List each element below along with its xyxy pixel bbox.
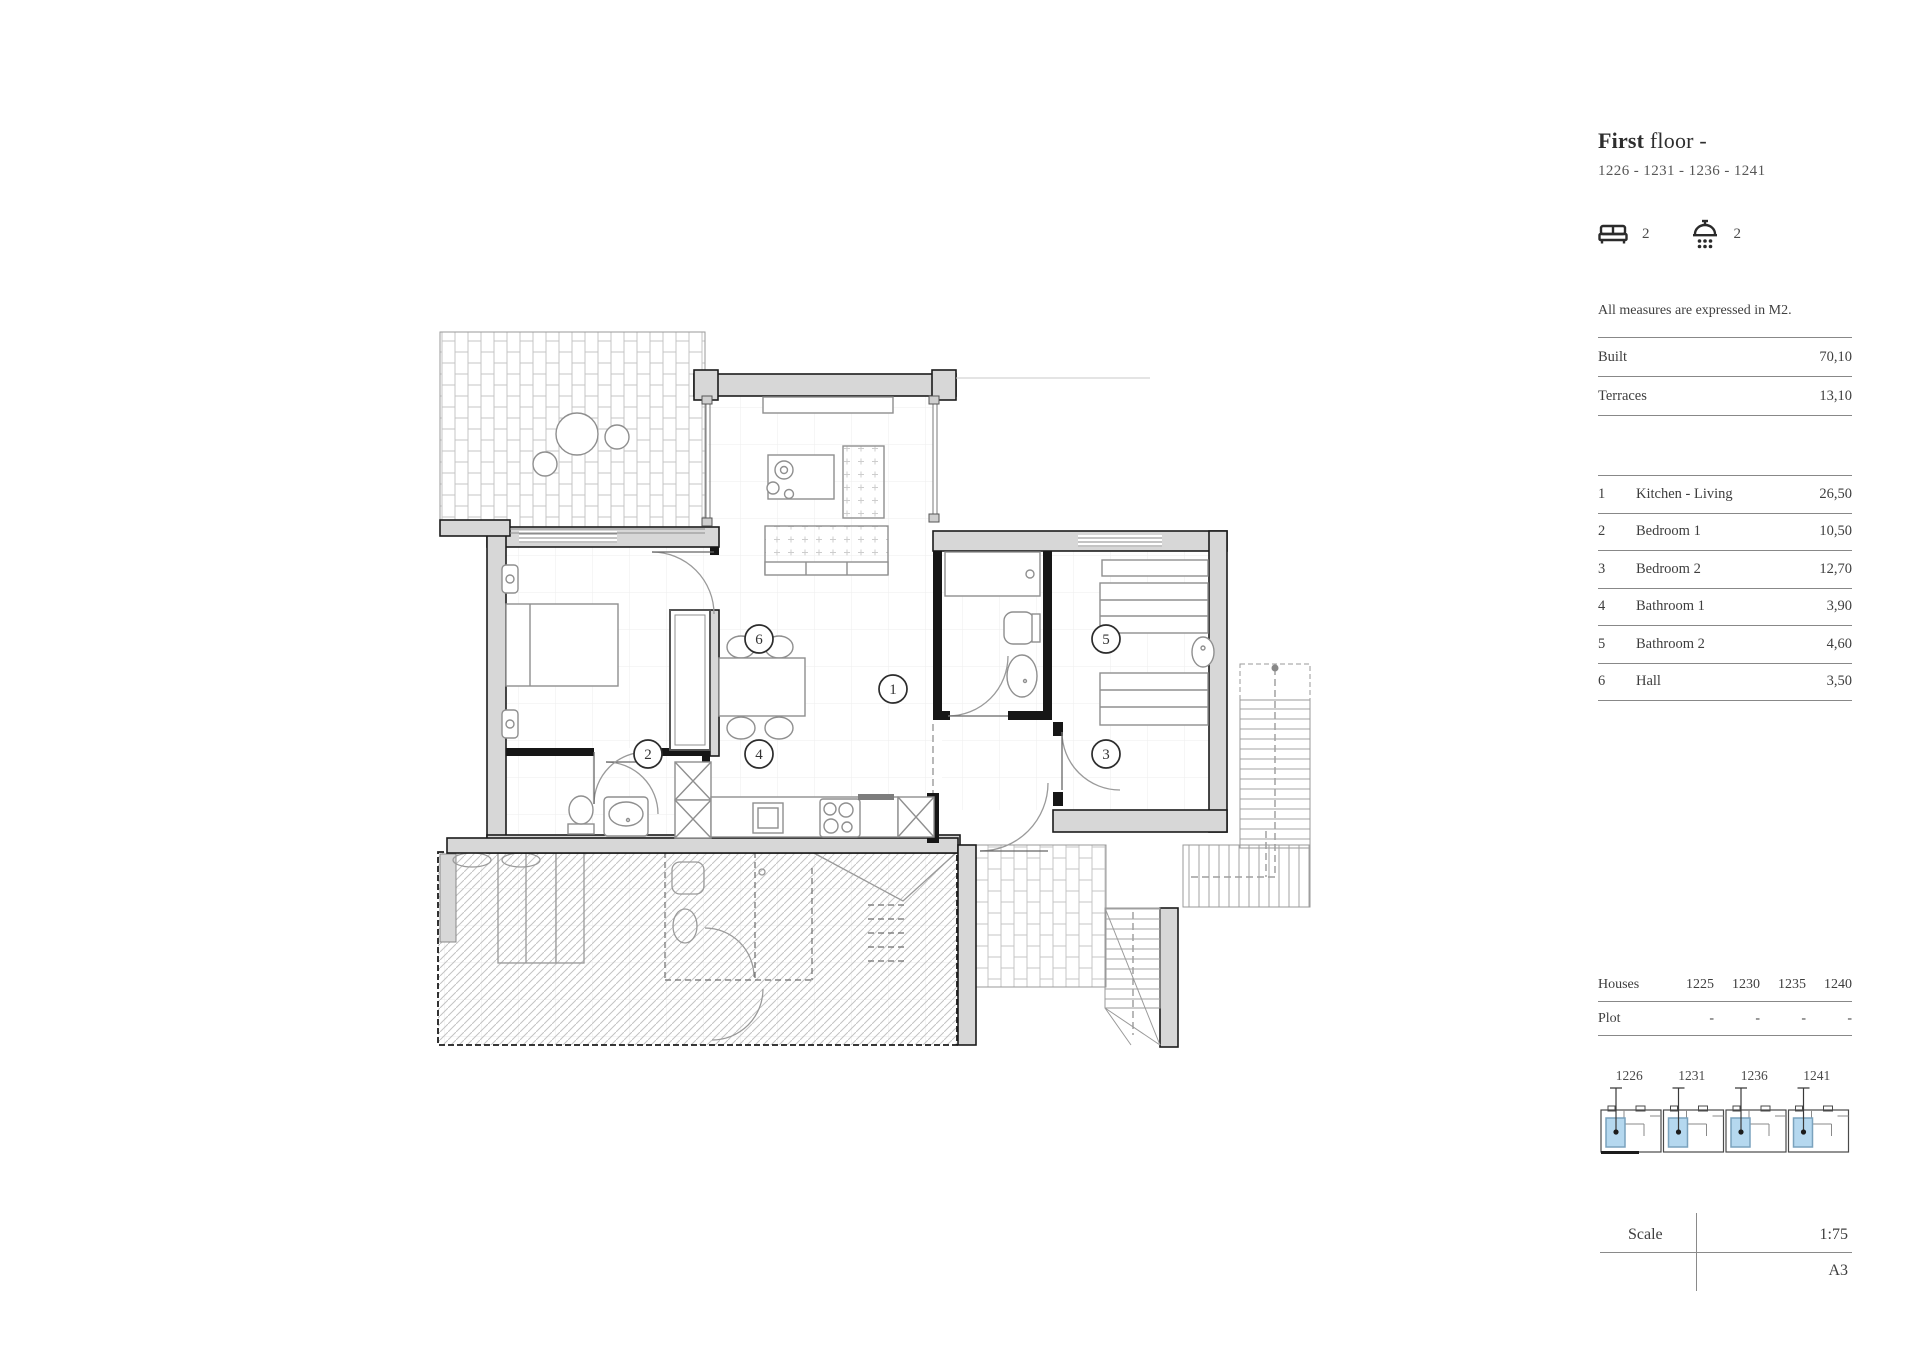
room-name: Bathroom 1 [1636,598,1705,615]
room-number: 3 [1598,560,1606,577]
room-marker-number: 6 [755,632,763,648]
measures-note: All measures are expressed in M2. [1598,303,1792,318]
room-marker [1092,625,1120,653]
room-row [1598,626,1852,664]
room-number: 1 [1598,485,1606,502]
page-title-strong: First [1598,128,1645,153]
keyplan-unit-label: 1231 [1678,1068,1706,1083]
scale-divider-horizontal [1600,1252,1852,1253]
summary-table [1598,337,1852,416]
room-marker [745,625,773,653]
paper-size: A3 [1828,1262,1848,1279]
room-area: 10,50 [1819,523,1852,540]
plot-value: - [1755,1010,1760,1026]
room-number: 4 [1598,598,1606,615]
room-row [1598,514,1852,552]
summary-value: 13,10 [1819,387,1852,404]
shower-icon [1690,218,1720,250]
keyplan-unit-labels [1598,1068,1852,1084]
plot-label: Plot [1598,1010,1621,1026]
room-row [1598,551,1852,589]
room-row [1598,589,1852,627]
summary-value: 70,10 [1819,348,1852,365]
houses-value: 1235 [1778,976,1806,992]
keyplan-diagram [1596,1086,1860,1178]
room-marker-number: 2 [644,747,652,763]
houses-value: 1230 [1732,976,1760,992]
summary-row [1598,377,1852,416]
room-marker-number: 5 [1102,632,1110,648]
page-title-light: floor - [1649,128,1707,153]
scale-value: 1:75 [1819,1226,1848,1243]
room-name: Kitchen - Living [1636,485,1733,502]
keyplan-unit-label: 1236 [1740,1068,1768,1083]
plot-value: - [1801,1010,1806,1026]
room-marker [879,675,907,703]
room-name: Bedroom 1 [1636,523,1701,540]
bathrooms-count: 2 [1733,225,1741,242]
room-marker [1092,740,1120,768]
room-area: 4,60 [1826,635,1852,652]
plot-value: - [1847,1010,1852,1026]
room-area: 3,50 [1826,673,1852,690]
room-marker [745,740,773,768]
houses-row [1598,968,1852,1002]
room-area: 3,90 [1826,598,1852,615]
room-number: 6 [1598,673,1606,690]
rooms-table [1598,475,1852,701]
lower-floor-hatch [438,852,957,1045]
keyplan-entry-bar [1601,1151,1639,1154]
bed-icon [1598,222,1628,246]
bedrooms-count: 2 [1642,225,1650,242]
room-name: Hall [1636,673,1661,690]
room-marker-number: 4 [755,747,763,763]
houses-value: 1225 [1686,976,1714,992]
feature-counts [1598,218,1852,250]
room-row [1598,476,1852,514]
houses-label: Houses [1598,976,1640,992]
room-number: 2 [1598,523,1606,540]
plot-value: - [1709,1010,1714,1026]
keyplan-unit-label: 1241 [1803,1068,1831,1083]
room-row [1598,664,1852,702]
room-marker [634,740,662,768]
summary-row [1598,338,1852,377]
room-name: Bathroom 2 [1636,635,1705,652]
room-number: 5 [1598,635,1606,652]
houses-table [1598,968,1852,1036]
plot-row [1598,1002,1852,1036]
room-marker-number: 1 [889,682,897,698]
room-name: Bedroom 2 [1636,560,1701,577]
room-marker-number: 3 [1102,747,1110,763]
room-area: 26,50 [1819,485,1852,502]
keyplan-unit-label: 1226 [1615,1068,1643,1083]
summary-label: Built [1598,348,1628,365]
summary-label: Terraces [1598,387,1647,404]
page-subtitle: 1226 - 1231 - 1236 - 1241 [1598,163,1766,179]
room-area: 12,70 [1819,560,1852,577]
scale-label: Scale [1628,1226,1663,1243]
page-title [1598,128,1898,154]
houses-value: 1240 [1824,976,1852,992]
